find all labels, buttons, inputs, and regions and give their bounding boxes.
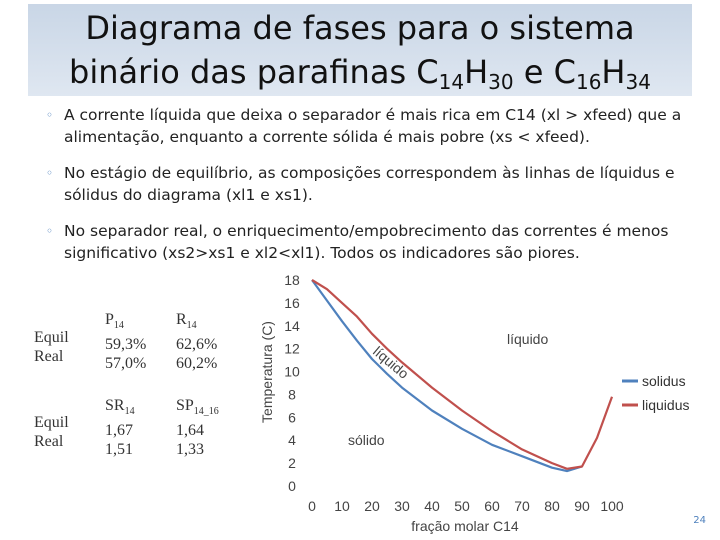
- bullet-text: No separador real, o enriquecimento/empobrecimento das correntes é menos significativo (xs2>xs1 e xl2<xl1). Todos os indicadores são piores.: [64, 222, 669, 262]
- x-tick-label: 70: [514, 498, 530, 514]
- x-tick-label: 40: [424, 498, 440, 514]
- table-cell: 59,3%: [105, 336, 147, 354]
- y-tick-label: 14: [284, 317, 300, 334]
- liquidus-line-label: líquido: [370, 343, 412, 382]
- header-text: P: [105, 311, 114, 328]
- x-tick-label: 50: [454, 498, 470, 514]
- table-cell: 1,51: [105, 441, 133, 459]
- y-tick-label: 4: [288, 432, 296, 449]
- header-subscript: 14: [124, 406, 135, 418]
- y-tick-label: 6: [288, 409, 296, 426]
- x-tick-label: 100: [600, 498, 624, 514]
- title-line-1: Diagrama de fases para o sistema: [85, 9, 635, 47]
- title-subscript: 34: [625, 70, 651, 94]
- table-cell: 60,2%: [176, 355, 218, 373]
- x-tick-label: 90: [574, 498, 590, 514]
- table-cell: 1,33: [176, 441, 204, 459]
- table-cell: 62,6%: [176, 336, 218, 354]
- bullet-marker-icon: ◦: [46, 108, 54, 122]
- solid-region-label: sólido: [348, 432, 385, 448]
- table-cell: 1,64: [176, 422, 204, 440]
- x-tick-label: 80: [544, 498, 560, 514]
- title-text: binário das parafinas C: [69, 53, 439, 91]
- header-subscript: 14: [186, 320, 197, 332]
- slide-number: 24: [693, 515, 706, 526]
- bullet-text: No estágio de equilíbrio, as composições correspondem às linhas de líquidus e sólidus do diagrama (xl1 e xs1).: [64, 164, 675, 204]
- table-cell: 57,0%: [105, 355, 147, 373]
- title-subscript: 14: [438, 70, 465, 94]
- x-tick-label: 0: [308, 498, 316, 514]
- bullet-marker-icon: ◦: [46, 224, 54, 238]
- title-text: e C: [513, 53, 576, 91]
- title-text: H: [601, 53, 626, 91]
- row-label: Equil: [34, 329, 69, 346]
- x-axis-label: fração molar C14: [411, 518, 519, 534]
- row-label: Equil: [34, 414, 69, 431]
- header-subscript: 14: [113, 320, 124, 332]
- y-axis-label: Temperatura (C): [259, 321, 275, 423]
- title-text: H: [464, 53, 489, 91]
- x-tick-label: 60: [484, 498, 500, 514]
- y-tick-label: 8: [288, 386, 296, 403]
- legend-label-solidus: solidus: [642, 373, 686, 389]
- y-tick-label: 0: [288, 478, 296, 494]
- y-tick-label: 2: [288, 455, 296, 472]
- bullet-marker-icon: ◦: [46, 166, 54, 180]
- header-text: R: [176, 311, 187, 328]
- row-label: Real: [34, 433, 64, 450]
- y-tick-label: 12: [284, 340, 300, 357]
- table-cell: 1,67: [105, 422, 133, 440]
- x-tick-label: 30: [394, 498, 410, 514]
- title-subscript: 16: [575, 70, 602, 94]
- liquid-region-label: líquido: [507, 331, 549, 347]
- legend-label-liquidus: liquidus: [642, 397, 690, 413]
- y-tick-label: 10: [284, 363, 300, 380]
- x-tick-label: 20: [364, 498, 380, 514]
- x-tick-label: 10: [334, 498, 350, 514]
- y-tick-label: 18: [284, 272, 300, 288]
- header-text: SP: [176, 397, 194, 414]
- row-label: Real: [34, 348, 64, 365]
- title-subscript: 30: [488, 70, 514, 94]
- header-subscript: 14_16: [193, 406, 219, 418]
- header-text: SR: [105, 397, 125, 414]
- bullet-text: A corrente líquida que deixa o separador é mais rica em C14 (xl > xfeed) que a alimentação, enquanto a corrente sólida é mais pobre (xs < xfeed).: [64, 106, 682, 146]
- y-tick-label: 16: [284, 294, 300, 311]
